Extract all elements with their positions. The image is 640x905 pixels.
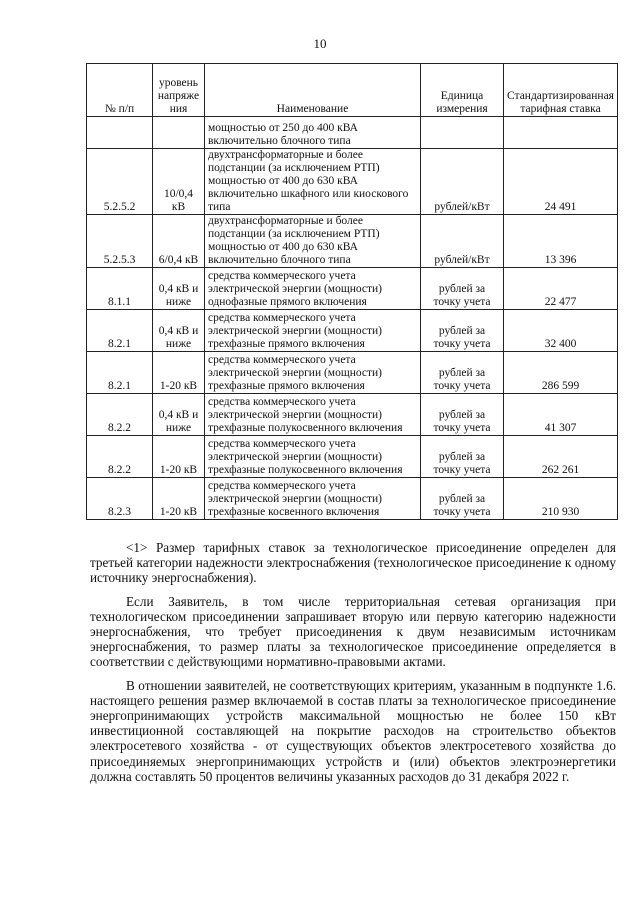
- header-voltage: уровень напряже ния: [153, 64, 205, 117]
- cell-voltage: 6/0,4 кВ: [153, 215, 205, 268]
- cell-num: 8.2.3: [87, 478, 153, 520]
- header-rate: Стандартизированная тарифная ставка: [504, 64, 618, 117]
- cell-rate: 32 400: [504, 310, 618, 352]
- cell-rate: 13 396: [504, 215, 618, 268]
- cell-num: 8.2.1: [87, 310, 153, 352]
- note-paragraph: В отношении заявителей, не соответствующих критериям, указанным в подпункте 1.6. настоящего решения размер включаемой в состав платы за технологическое присоединение энергопринимающих устройств максимальной мощностью не более 150 кВт инвестиционной составляющей на покрытие расходов на строительство объектов электросетевого хозяйства - от существующих объектов электросетевого хозяйства до присоединяемых энергопринимающих устройств и (или) объектов электроэнергетики должна составлять 50 процентов величины указанных расходов до 31 декабря 2022 г.: [90, 677, 616, 784]
- cell-name: двухтрансформаторные и более подстанции (за исключением РТП) мощностью от 400 до 630 кВА включительно шкафного или киоскового типа: [205, 149, 421, 215]
- note-paragraph: Если Заявитель, в том числе территориальная сетевая организация при технологическом присоединении запрашивает вторую или первую категорию надежности энергоснабжения, что требует присоединения к двум независимым источникам энергоснабжения, то размер платы за технологическое присоединение определяется в соответствии с действующими нормативно-правовыми актами.: [90, 593, 616, 670]
- cell-voltage: 0,4 кВ и ниже: [153, 394, 205, 436]
- cell-name: средства коммерческого учета электрической энергии (мощности) трехфазные прямого включения: [205, 352, 421, 394]
- table-header-row: [87, 64, 618, 117]
- table-row: [87, 117, 618, 149]
- table-row: [87, 478, 618, 520]
- cell-rate: [504, 117, 618, 149]
- cell-num: 8.1.1: [87, 268, 153, 310]
- cell-num: 5.2.5.2: [87, 149, 153, 215]
- notes-section: [90, 540, 616, 792]
- cell-num: [87, 117, 153, 149]
- table-row: [87, 149, 618, 215]
- cell-voltage: 0,4 кВ и ниже: [153, 310, 205, 352]
- cell-voltage: 1-20 кВ: [153, 436, 205, 478]
- cell-rate: 262 261: [504, 436, 618, 478]
- cell-unit: рублей за точку учета: [421, 310, 504, 352]
- cell-unit: рублей/кВт: [421, 215, 504, 268]
- cell-unit: рублей за точку учета: [421, 436, 504, 478]
- note-paragraph: <1> Размер тарифных ставок за технологическое присоединение определен для третьей категории надежности электроснабжения (технологическое присоединение к одному источнику энергоснабжения).: [90, 540, 616, 586]
- tariff-table: [86, 63, 618, 520]
- cell-rate: 210 930: [504, 478, 618, 520]
- cell-unit: рублей за точку учета: [421, 352, 504, 394]
- header-unit: Единица измерения: [421, 64, 504, 117]
- cell-rate: 22 477: [504, 268, 618, 310]
- cell-voltage: 0,4 кВ и ниже: [153, 268, 205, 310]
- cell-unit: [421, 117, 504, 149]
- page-number: 10: [313, 36, 327, 51]
- cell-rate: 41 307: [504, 394, 618, 436]
- cell-unit: рублей/кВт: [421, 149, 504, 215]
- cell-name: средства коммерческого учета электрической энергии (мощности) трехфазные полукосвенного включения: [205, 394, 421, 436]
- table-row: [87, 394, 618, 436]
- cell-voltage: [153, 117, 205, 149]
- cell-unit: рублей за точку учета: [421, 268, 504, 310]
- cell-voltage: 10/0,4 кВ: [153, 149, 205, 215]
- cell-unit: рублей за точку учета: [421, 478, 504, 520]
- cell-voltage: 1-20 кВ: [153, 478, 205, 520]
- cell-num: 5.2.5.3: [87, 215, 153, 268]
- cell-name: средства коммерческого учета электрической энергии (мощности) трехфазные косвенного включения: [205, 478, 421, 520]
- cell-num: 8.2.2: [87, 394, 153, 436]
- cell-num: 8.2.2: [87, 436, 153, 478]
- cell-unit: рублей за точку учета: [421, 394, 504, 436]
- cell-name: средства коммерческого учета электрической энергии (мощности) трехфазные полукосвенного включения: [205, 436, 421, 478]
- table-row: [87, 310, 618, 352]
- table-row: [87, 436, 618, 478]
- cell-voltage: 1-20 кВ: [153, 352, 205, 394]
- cell-rate: 286 599: [504, 352, 618, 394]
- cell-name: мощностью от 250 до 400 кВА включительно блочного типа: [205, 117, 421, 149]
- cell-name: двухтрансформаторные и более подстанции (за исключением РТП) мощностью от 400 до 630 кВА включительно блочного типа: [205, 215, 421, 268]
- cell-rate: 24 491: [504, 149, 618, 215]
- cell-num: 8.2.1: [87, 352, 153, 394]
- table-row: [87, 215, 618, 268]
- header-num: № п/п: [87, 64, 153, 117]
- cell-name: средства коммерческого учета электрической энергии (мощности) трехфазные прямого включения: [205, 310, 421, 352]
- cell-name: средства коммерческого учета электрической энергии (мощности) однофазные прямого включения: [205, 268, 421, 310]
- table-row: [87, 268, 618, 310]
- table-row: [87, 352, 618, 394]
- header-name: Наименование: [205, 64, 421, 117]
